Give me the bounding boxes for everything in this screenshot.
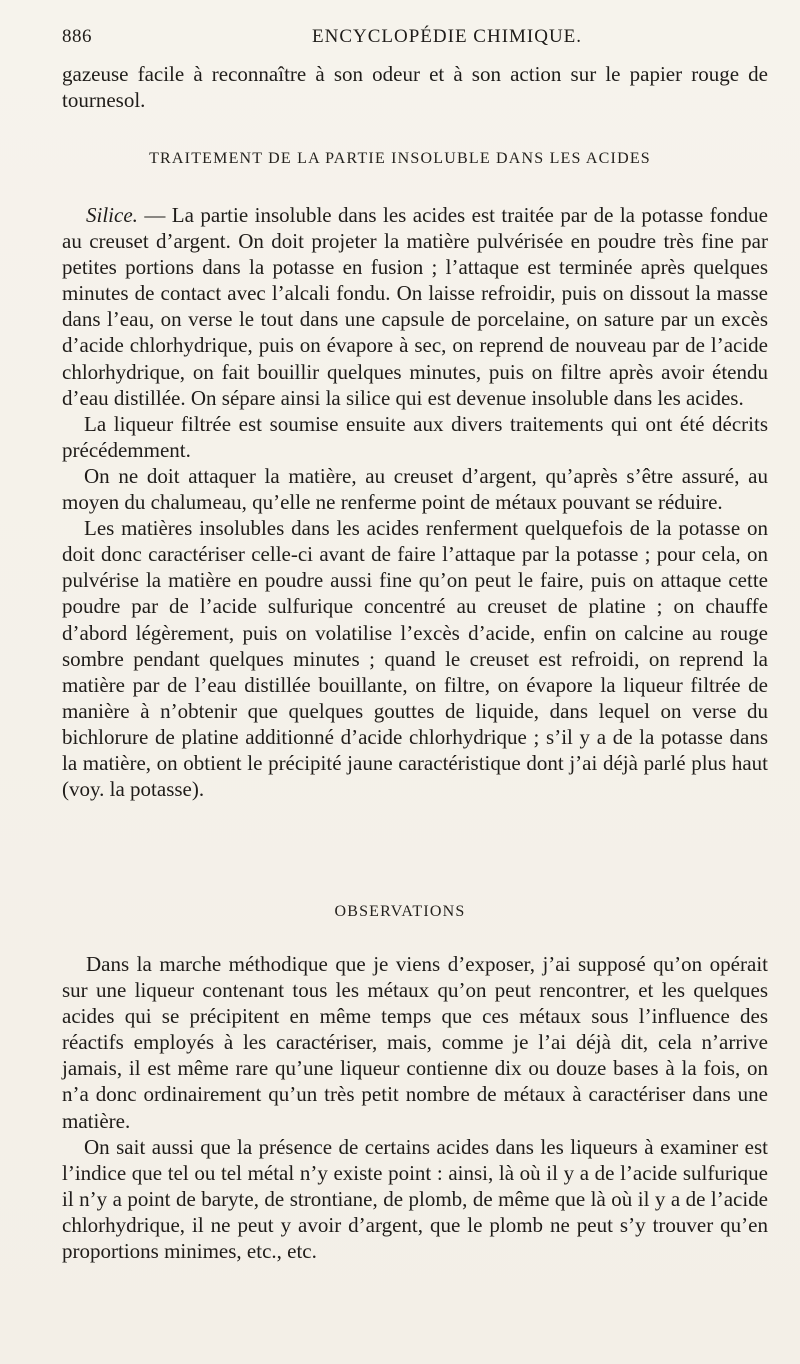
- observations-paragraph-1: Dans la marche méthodique que je viens d’exposer, j’ai supposé qu’on opérait sur une liqueur contenant tous les métaux qu’on peut rencontrer, et les quelques acides qui se précipitent en même temps que ces métaux sous l’influence des réactifs employés à les caractériser, mais, comme je l’ai déjà dit, cela n’arrive jamais, il est même rare qu’une liqueur contienne dix ou douze bases à la fois, on n’a donc ordinairement qu’un très petit nombre de métaux à caractériser dans une matière.: [62, 952, 768, 1133]
- silice-paragraph-text: — La partie insoluble dans les acides est traitée par de la potasse fondue au creuset d’argent. On doit projeter la matière pulvérisée en poudre très fine par petites portions dans la potasse en fusion ; l’attaque est terminée après quelques minutes de contact avec l’alcali fondu. On laisse refroidir, puis on dissout la masse dans l’eau, on verse le tout dans une capsule de porcelaine, on sature par un excès d’acide chlorhydrique, puis on évapore à sec, on reprend de nouveau par de l’acide chlorhydrique, on fait bouillir quelques minutes, puis on filtre après avoir étendu d’eau distillée. On sépare ainsi la silice qui est devenue insoluble dans les acides.: [62, 203, 768, 410]
- silice-label: Silice.: [86, 203, 138, 227]
- section-heading-observations: OBSERVATIONS: [334, 903, 466, 920]
- paragraph-potasse: Les matières insolubles dans les acides renferment quelquefois de la potasse on doit donc caractériser celle-ci avant de faire l’attaque par la potasse ; pour cela, on pulvérise la matière en poudre aussi fine qu’on peut le faire, puis on attaque cette poudre par de l’acide sulfurique concentré au creuset de platine ; on chauffe d’abord légèrement, puis on volatilise l’excès d’acide, enfin on calcine au rouge sombre pendant quelques minutes ; quand le creuset est refroidi, on reprend la matière par de l’eau distillée bouillante, on filtre, on évapore la liqueur filtrée de manière à n’obtenir que quelques gouttes de liquide, dans lequel on verse du bichlorure de platine additionné d’acide chlorhydrique ; s’il y a de la potasse dans la matière, on obtient le précipité jaune caractéristique dont j’ai déjà parlé plus haut (voy. la potasse).: [62, 516, 768, 802]
- lead-paragraph: gazeuse facile à reconnaître à son odeur et à son action sur le papier rouge de tournesol.: [62, 62, 768, 113]
- section-heading-insoluble: TRAITEMENT DE LA PARTIE INSOLUBLE DANS LES ACIDES: [149, 150, 651, 167]
- section-insoluble-body: [62, 202, 768, 802]
- paragraph-liqueur-filtree: La liqueur filtrée est soumise ensuite aux divers traitements qui ont été décrits précédemment.: [62, 411, 768, 462]
- silice-paragraph: [62, 202, 768, 411]
- section-observations-body: [62, 951, 768, 1264]
- page-number: 886: [62, 26, 92, 47]
- lead-paragraph-block: [62, 61, 768, 113]
- paragraph-creuset-argent: On ne doit attaquer la matière, au creuset d’argent, qu’après s’être assuré, au moyen du chalumeau, qu’elle ne renferme point de métaux pouvant se réduire.: [62, 463, 768, 515]
- observations-paragraph-2: On sait aussi que la présence de certains acides dans les liqueurs à examiner est l’indice que tel ou tel métal n’y existe point : ainsi, là où il y a de l’acide sulfurique il n’y a point de baryte, de strontiane, de plomb, de même que là où il y a de l’acide chlorhydrique, il ne peut y avoir d’argent, que le plomb ne peut s’y trouver qu’en proportions minimes, etc., etc.: [62, 1134, 768, 1264]
- running-title: ENCYCLOPÉDIE CHIMIQUE.: [312, 26, 583, 47]
- page-header: [62, 26, 762, 56]
